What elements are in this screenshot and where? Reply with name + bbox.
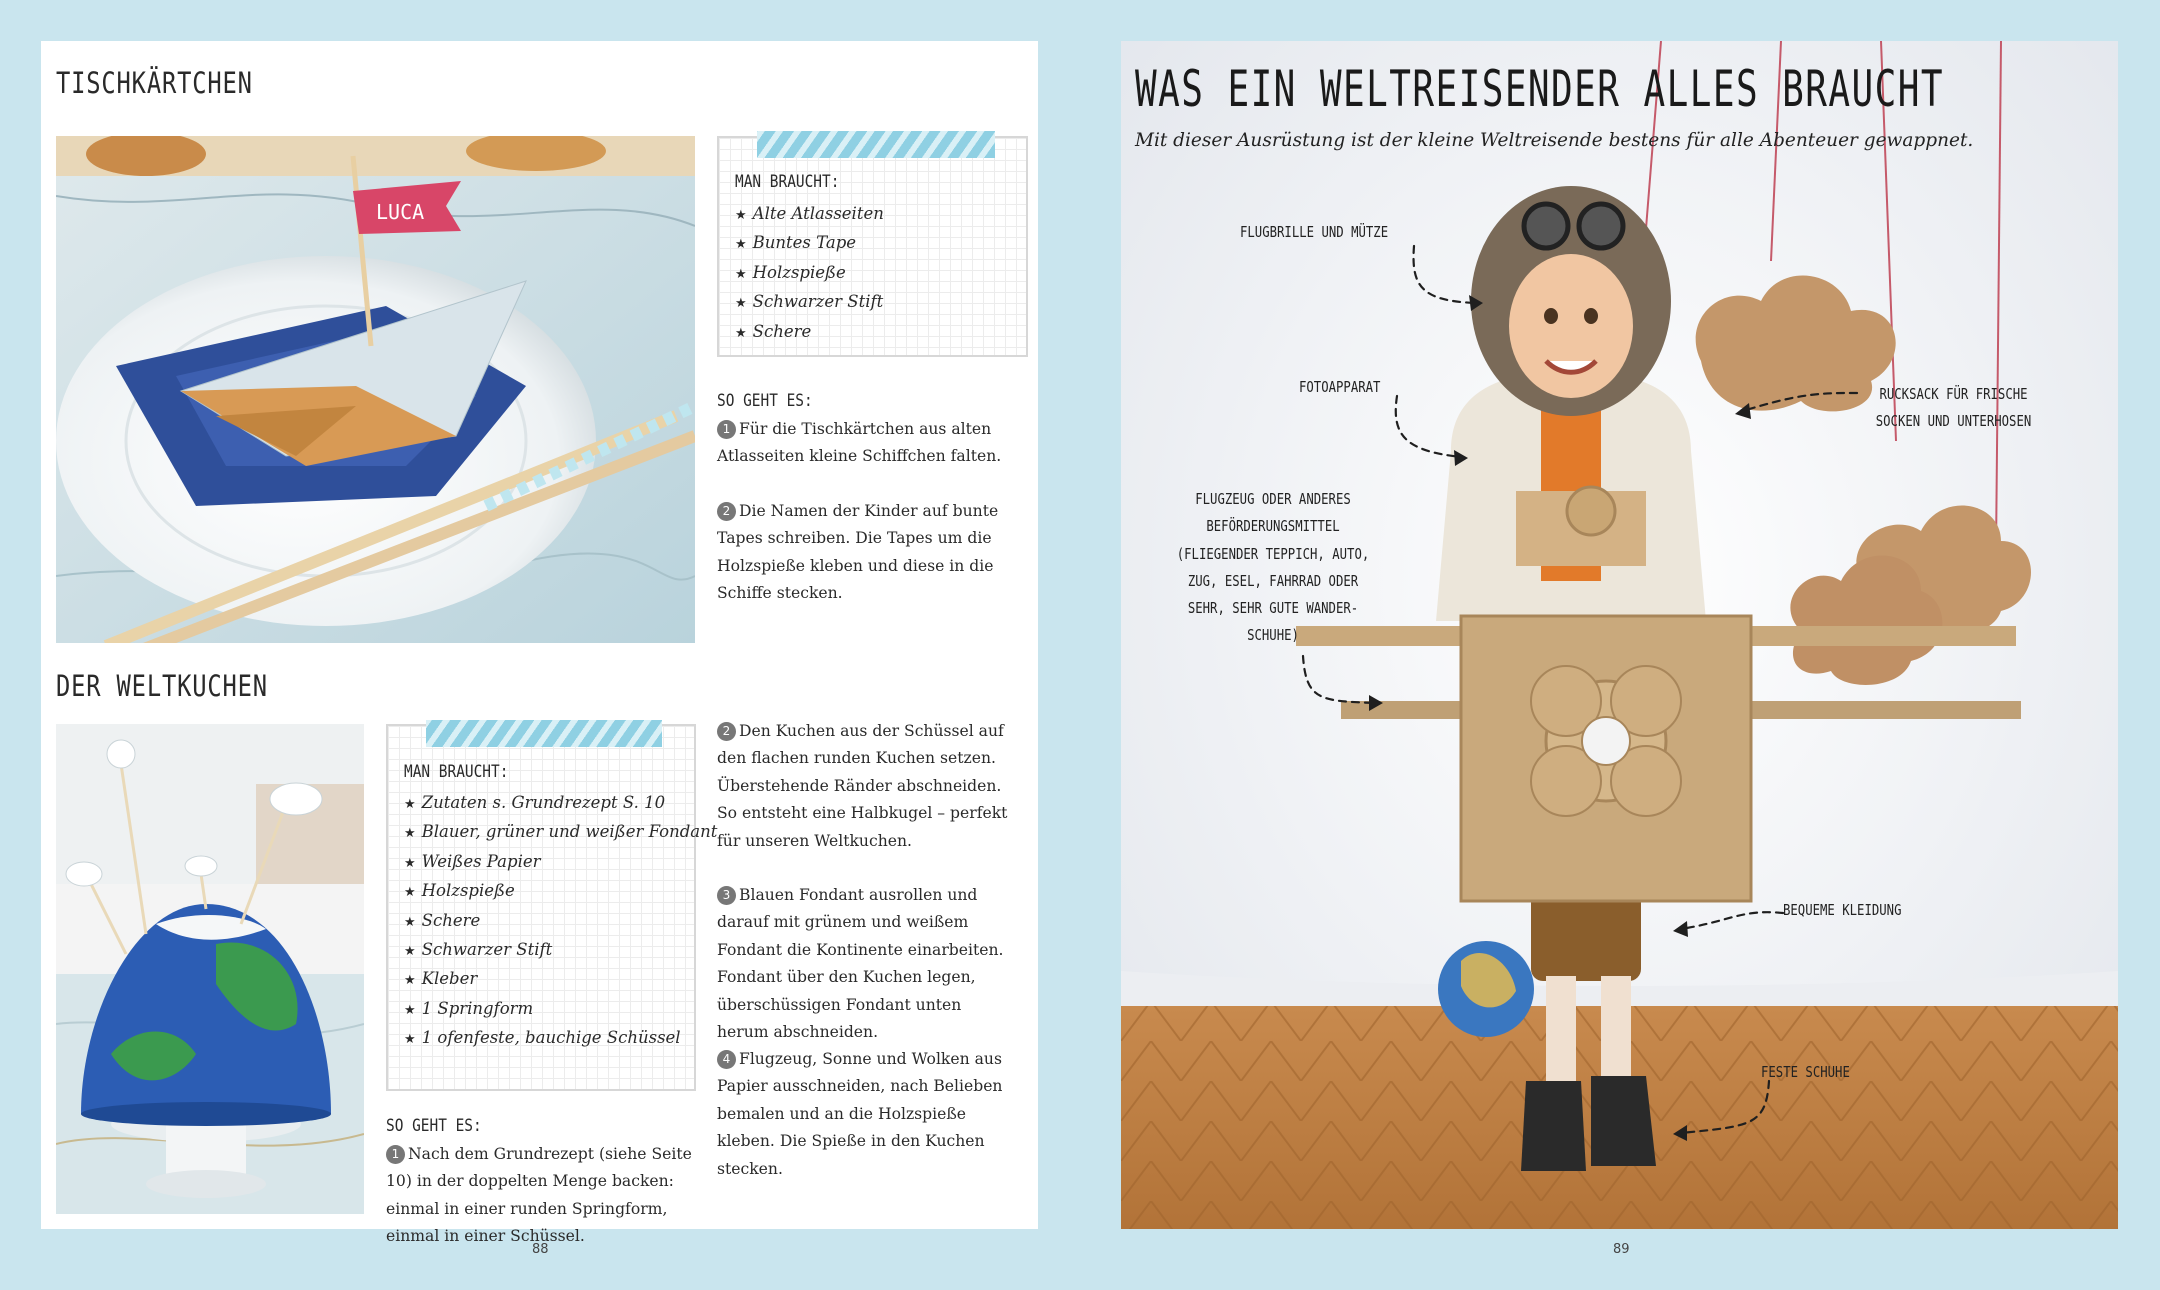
washi-tape-decoration [757,131,995,158]
label-camera: FOTOAPPARAT [1299,378,1381,396]
page-number-right: 89 [1613,1242,1630,1257]
list-item: ★ Schere [735,321,812,341]
label-shoes: FESTE SCHUHE [1761,1063,1850,1081]
star-icon: ★ [404,1002,416,1018]
step-4: 4 Flugzeug, Sonne und Wolken aus Papier ausschneiden, nach Belieben bemalen und an die Holzspieße kleben. Die Spieße in den Kuchen stecken. [717,1050,1003,1178]
materials-card-tischkaertchen [717,136,1028,357]
label-goggles: FLUGBRILLE UND MÜTZE [1240,223,1389,241]
step-2: 2 Die Namen der Kinder auf bunte Tapes schreiben. Die Tapes um die Holzspieße kleben und diese in die Schiffe stecken. [717,502,999,603]
label-clothes: BEQUEME KLEIDUNG [1783,901,1902,919]
materials-list [735,200,884,347]
star-icon: ★ [404,855,416,871]
star-icon: ★ [404,973,416,989]
section-title-tischkaertchen: TISCHKÄRTCHEN [56,66,253,100]
list-item: ★ Buntes Tape [735,233,857,253]
star-icon: ★ [404,797,416,812]
section-title-weltkuchen: DER WELTKUCHEN [56,669,268,703]
step-number-badge: 1 [386,1145,405,1164]
step-number-badge: 4 [717,1050,736,1069]
step-1: 1 Für die Tischkärtchen aus alten Atlasseiten kleine Schiffchen falten. [717,420,1002,466]
materials-heading: MAN BRAUCHT: [735,172,840,192]
star-icon: ★ [404,944,416,960]
star-icon: ★ [404,826,416,842]
list-item: ★ Weißes Papier [404,851,541,871]
step-1: 1 Nach dem Grundrezept (siehe Seite 10) in der doppelten Menge backen: einmal in einer runden Springform, einmal in einer Schüssel. [386,1145,692,1246]
list-item: ★ Schere [404,910,481,930]
photo-world-cake [56,724,364,1214]
list-item: ★ Schwarzer Stift [735,292,884,312]
list-item: ★ Alte Atlasseiten [735,204,884,223]
right-page [1121,41,2118,1229]
label-plane: FLUGZEUG ODER ANDERES BEFÖRDERUNGSMITTEL (FLIEGENDER TEPPICH, AUTO, ZUG, ESEL, FAHRRAD ODER SEHR, SEHR GUTE WANDER- SCHUHE) [1176,490,1370,645]
star-icon: ★ [735,237,747,253]
list-item: ★ Zutaten s. Grundrezept S. 10 [404,793,666,812]
list-item: ★ Kleber [404,969,478,989]
page-title: WAS EIN WELTREISENDER ALLES BRAUCHT [1135,60,1944,118]
star-icon: ★ [735,208,747,223]
photo-paper-boat-place-card [56,136,695,643]
list-item: ★ Holzspieße [735,262,846,282]
star-icon: ★ [735,266,747,282]
step-number-badge: 2 [717,502,736,521]
list-item: ★ Schwarzer Stift [404,940,553,960]
label-backpack: RUCKSACK FÜR FRISCHE SOCKEN UND UNTERHOSEN [1875,385,2032,431]
materials-list [404,789,717,1054]
flag-text: LUCA [376,200,425,224]
materials-card-weltkuchen [386,724,718,1091]
star-icon: ★ [404,885,416,901]
step-number-badge: 1 [717,420,736,439]
star-icon: ★ [735,325,747,341]
step-3: 3 Blauen Fondant ausrollen und darauf mit grünem und weißem Fondant die Kontinente einarbeiten. Fondant über den Kuchen legen, überschüssigen Fondant unten herum abschneiden. [717,886,1004,1042]
step-number-badge: 2 [717,722,736,741]
list-item: ★ 1 Springform [404,998,534,1018]
step-number-badge: 3 [717,886,736,905]
page-number-left: 88 [532,1242,549,1257]
steps-heading: SO GEHT ES: [717,391,813,411]
materials-heading: MAN BRAUCHT: [404,762,509,782]
washi-tape-decoration [426,720,662,747]
list-item: ★ Holzspieße [404,881,515,901]
page-subtitle: Mit dieser Ausrüstung ist der kleine Weltreisende bestens für alle Abenteuer gewappnet. [1135,130,1974,151]
list-item: ★ Blauer, grüner und weißer Fondant [404,822,718,842]
steps-heading: SO GEHT ES: [386,1116,482,1136]
star-icon: ★ [404,914,416,930]
list-item: ★ 1 ofenfeste, bauchige Schüssel [404,1028,681,1048]
star-icon: ★ [735,296,747,312]
left-page [41,41,1038,1246]
star-icon: ★ [404,1032,416,1048]
step-2: 2 Den Kuchen aus der Schüssel auf den flachen runden Kuchen setzen. Überstehende Ränder abschneiden. So entsteht eine Halbkugel – perfekt für unseren Weltkuchen. [717,722,1008,850]
